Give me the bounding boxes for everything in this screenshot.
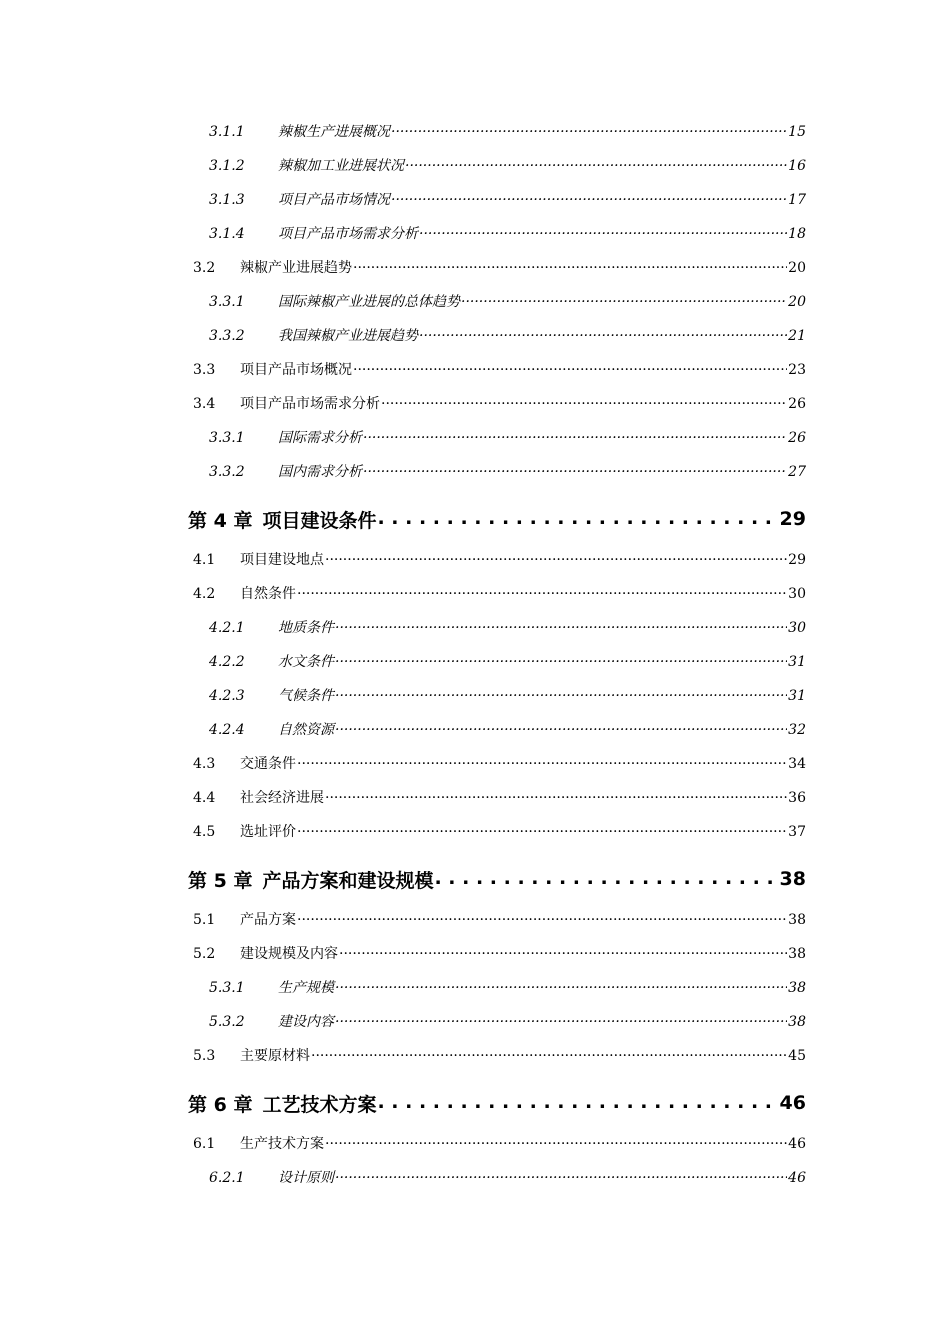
- toc-entry-title: 选址评价: [240, 824, 296, 840]
- toc-entry-number: 3.1.3: [209, 192, 245, 208]
- dot-leader: [363, 424, 787, 442]
- toc-entry-title: 项目建设地点: [240, 552, 324, 568]
- toc-entry-title: 自然条件: [240, 586, 296, 602]
- toc-entry-page: 20: [788, 294, 806, 310]
- toc-chapter-entry[interactable]: [188, 1076, 806, 1130]
- dot-leader: [335, 716, 787, 734]
- toc-entry-page: 29: [788, 552, 806, 568]
- toc-entry-number: 4.4: [193, 790, 216, 806]
- toc-entry-title: 辣椒加工业进展状况: [278, 158, 404, 174]
- toc-entry-title: 项目产品市场需求分析: [240, 396, 380, 412]
- toc-entry-page: 26: [788, 430, 806, 446]
- toc-entry-number: 4.2: [193, 586, 216, 602]
- toc-chapter-entry[interactable]: [188, 492, 806, 546]
- dot-leader: [325, 546, 787, 564]
- table-of-contents: [188, 118, 806, 1198]
- toc-entry-number: 4.1: [193, 552, 216, 568]
- dot-leader: [363, 458, 787, 476]
- toc-entry-title: 生产技术方案: [240, 1136, 324, 1152]
- toc-entry-number: 3.4: [193, 396, 216, 412]
- toc-entry-page: 18: [788, 226, 806, 242]
- toc-entry-page: 45: [788, 1048, 806, 1064]
- toc-entry-page: 21: [788, 328, 806, 344]
- dot-leader: [325, 784, 787, 802]
- toc-entry-number: 3.3: [193, 362, 216, 378]
- toc-entry-page: 32: [788, 722, 806, 738]
- toc-entry-title: 主要原材料: [240, 1048, 310, 1064]
- toc-entry[interactable]: [188, 648, 806, 682]
- toc-entry-page: 46: [788, 1170, 806, 1186]
- toc-entry-page: 23: [788, 362, 806, 378]
- toc-entry[interactable]: [188, 580, 806, 614]
- toc-entry-page: 17: [788, 192, 806, 208]
- toc-entry-page: 31: [788, 654, 806, 670]
- dot-leader: [391, 186, 787, 204]
- toc-entry[interactable]: [188, 1130, 806, 1164]
- toc-entry-title: 辣椒产业进展趋势: [240, 260, 352, 276]
- toc-entry-title: 国际需求分析: [278, 430, 362, 446]
- dot-leader: [335, 1008, 787, 1026]
- dot-leader: [461, 288, 787, 306]
- toc-entry-title: 工艺技术方案: [262, 1093, 377, 1116]
- toc-entry-number: 5.3.1: [209, 980, 245, 996]
- toc-entry[interactable]: [188, 322, 806, 356]
- toc-entry-title: 国际辣椒产业进展的总体趋势: [278, 294, 460, 310]
- toc-entry[interactable]: [188, 784, 806, 818]
- toc-entry-number: 3.1.1: [209, 124, 245, 140]
- toc-entry-page: 15: [788, 124, 806, 140]
- toc-entry-title: 国内需求分析: [278, 464, 362, 480]
- dot-leader: [335, 614, 787, 632]
- toc-entry-number: 4.3: [193, 756, 216, 772]
- toc-entry-number: 4.2.2: [209, 654, 245, 670]
- toc-entry-title: 气候条件: [278, 688, 334, 704]
- toc-entry[interactable]: [188, 546, 806, 580]
- dot-leader: [297, 580, 787, 598]
- dot-leader: [405, 152, 787, 170]
- toc-entry-page: 26: [788, 396, 806, 412]
- toc-entry-page: 31: [788, 688, 806, 704]
- toc-entry-title: 项目产品市场需求分析: [278, 226, 418, 242]
- toc-entry-number: 6.1: [193, 1136, 216, 1152]
- toc-entry-number: 4.2.1: [209, 620, 245, 636]
- toc-entry-number: 3.3.1: [209, 430, 245, 446]
- toc-entry-number: 4.2.4: [209, 722, 245, 738]
- dot-leader: [434, 867, 778, 891]
- toc-entry-number: 4.5: [193, 824, 216, 840]
- toc-entry-page: 36: [788, 790, 806, 806]
- toc-entry[interactable]: [188, 458, 806, 492]
- toc-entry-page: 27: [788, 464, 806, 480]
- toc-entry-page: 46: [779, 1092, 806, 1114]
- toc-entry[interactable]: [188, 186, 806, 220]
- toc-entry-title: 设计原则: [278, 1170, 334, 1186]
- dot-leader: [353, 254, 787, 272]
- dot-leader: [353, 356, 787, 374]
- toc-entry-page: 29: [779, 508, 806, 530]
- dot-leader: [377, 507, 778, 531]
- toc-entry-title: 建设内容: [278, 1014, 334, 1030]
- toc-entry-number: 6.2.1: [209, 1170, 245, 1186]
- toc-entry[interactable]: [188, 118, 806, 152]
- toc-entry-title: 项目产品市场概况: [240, 362, 352, 378]
- dot-leader: [335, 1164, 787, 1182]
- toc-entry-page: 34: [788, 756, 806, 772]
- toc-entry[interactable]: [188, 254, 806, 288]
- toc-entry[interactable]: [188, 1164, 806, 1198]
- toc-entry-title: 辣椒生产进展概况: [278, 124, 390, 140]
- dot-leader: [311, 1042, 787, 1060]
- dot-leader: [381, 390, 787, 408]
- toc-entry[interactable]: [188, 288, 806, 322]
- toc-entry-number: 3.3.1: [209, 294, 245, 310]
- dot-leader: [297, 750, 787, 768]
- toc-entry[interactable]: [188, 940, 806, 974]
- toc-entry[interactable]: [188, 818, 806, 852]
- dot-leader: [335, 682, 787, 700]
- toc-entry[interactable]: [188, 906, 806, 940]
- toc-entry-number: 第 5 章: [188, 869, 253, 892]
- toc-entry-title: 社会经济进展: [240, 790, 324, 806]
- toc-entry[interactable]: [188, 682, 806, 716]
- toc-entry-number: 5.2: [193, 946, 216, 962]
- toc-entry-number: 3.1.4: [209, 226, 245, 242]
- toc-entry-title: 地质条件: [278, 620, 334, 636]
- toc-entry-page: 38: [788, 946, 806, 962]
- dot-leader: [377, 1091, 778, 1115]
- toc-entry-title: 产品方案: [240, 912, 296, 928]
- toc-entry-number: 5.3.2: [209, 1014, 245, 1030]
- dot-leader: [419, 220, 787, 238]
- toc-entry-page: 38: [788, 912, 806, 928]
- toc-entry[interactable]: [188, 424, 806, 458]
- toc-entry-title: 项目产品市场情况: [278, 192, 390, 208]
- toc-entry-page: 30: [788, 586, 806, 602]
- toc-entry-number: 第 6 章: [188, 1093, 253, 1116]
- toc-entry-page: 16: [788, 158, 806, 174]
- toc-entry-title: 自然资源: [278, 722, 334, 738]
- toc-entry[interactable]: [188, 974, 806, 1008]
- toc-entry-number: 5.3: [193, 1048, 216, 1064]
- toc-entry[interactable]: [188, 614, 806, 648]
- toc-entry-page: 38: [788, 1014, 806, 1030]
- toc-entry-page: 20: [788, 260, 806, 276]
- dot-leader: [297, 818, 787, 836]
- toc-entry-number: 3.3.2: [209, 328, 245, 344]
- dot-leader: [391, 118, 787, 136]
- dot-leader: [419, 322, 787, 340]
- toc-entry[interactable]: [188, 152, 806, 186]
- toc-entry-title: 水文条件: [278, 654, 334, 670]
- toc-entry-number: 3.1.2: [209, 158, 245, 174]
- toc-entry[interactable]: [188, 390, 806, 424]
- toc-entry-page: 46: [788, 1136, 806, 1152]
- toc-entry-title: 交通条件: [240, 756, 296, 772]
- dot-leader: [325, 1130, 787, 1148]
- dot-leader: [297, 906, 787, 924]
- toc-entry-number: 4.2.3: [209, 688, 245, 704]
- toc-entry-page: 38: [779, 868, 806, 890]
- toc-entry[interactable]: [188, 750, 806, 784]
- toc-entry-title: 项目建设条件: [262, 509, 377, 532]
- toc-entry-title: 建设规模及内容: [240, 946, 338, 962]
- toc-entry-number: 第 4 章: [188, 509, 253, 532]
- toc-entry-title: 产品方案和建设规模: [262, 869, 434, 892]
- toc-entry[interactable]: [188, 220, 806, 254]
- toc-entry-title: 生产规模: [278, 980, 334, 996]
- toc-entry-number: 5.1: [193, 912, 216, 928]
- toc-entry-page: 30: [788, 620, 806, 636]
- toc-entry-page: 38: [788, 980, 806, 996]
- toc-entry-page: 37: [788, 824, 806, 840]
- dot-leader: [339, 940, 787, 958]
- toc-entry-number: 3.3.2: [209, 464, 245, 480]
- toc-entry-number: 3.2: [193, 260, 216, 276]
- dot-leader: [335, 648, 787, 666]
- toc-entry-title: 我国辣椒产业进展趋势: [278, 328, 418, 344]
- toc-chapter-entry[interactable]: [188, 852, 806, 906]
- toc-entry[interactable]: [188, 716, 806, 750]
- toc-entry[interactable]: [188, 356, 806, 390]
- toc-entry[interactable]: [188, 1008, 806, 1042]
- toc-entry[interactable]: [188, 1042, 806, 1076]
- dot-leader: [335, 974, 787, 992]
